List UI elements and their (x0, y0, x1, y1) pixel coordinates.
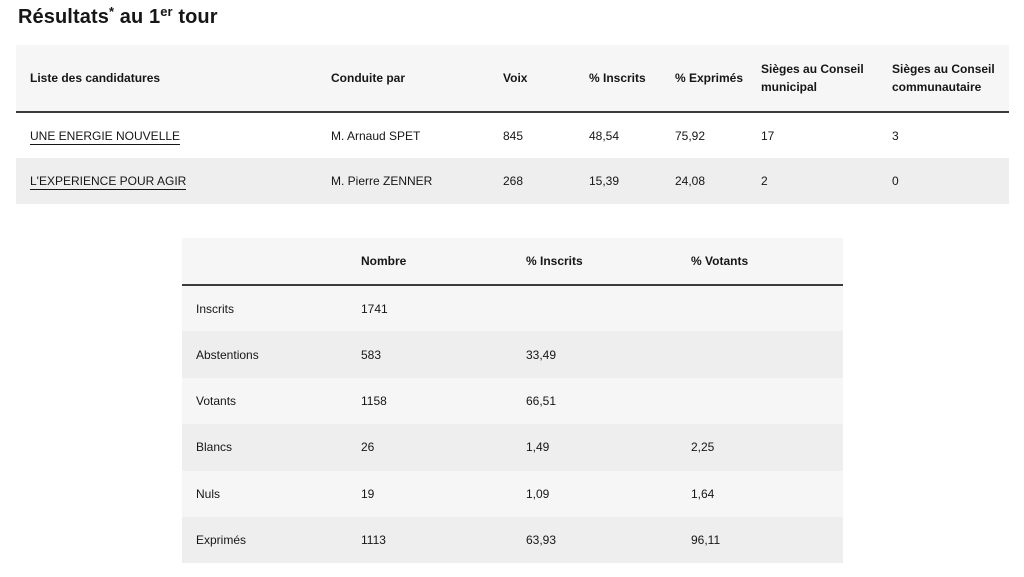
candidates-results-table (16, 45, 1009, 204)
leader-cell: M. Pierre ZENNER (317, 158, 489, 204)
count-cell: 1113 (347, 517, 512, 563)
column-header-list: Liste des candidatures (30, 71, 161, 85)
count-cell: 1741 (347, 285, 512, 331)
row-label: Nuls (182, 471, 347, 517)
title-footnote-star: * (108, 4, 115, 19)
column-header-category (182, 238, 347, 285)
pct-voters-cell: 96,11 (677, 517, 843, 563)
votes-cell: 845 (489, 112, 575, 158)
table-row (182, 378, 843, 424)
list-cell (16, 158, 317, 204)
row-label: Blancs (182, 424, 347, 470)
title-main: Résultats (18, 6, 109, 28)
column-header-count: Nombre (361, 254, 407, 268)
votes-cell: 268 (489, 158, 575, 204)
leader-cell: M. Arnaud SPET (317, 112, 489, 158)
municipal-seats-cell: 2 (747, 158, 878, 204)
column-header-pct-registered: % Inscrits (589, 71, 646, 85)
participation-header-row (182, 238, 843, 285)
column-header-pct-expressed: % Exprimés (675, 71, 744, 85)
row-label: Abstentions (182, 331, 347, 377)
candidates-header-row (16, 45, 1009, 112)
pct-registered-cell: 66,51 (512, 378, 677, 424)
column-header-votes: Voix (503, 71, 528, 85)
pct-voters-cell (677, 378, 843, 424)
pct-voters-cell (677, 331, 843, 377)
pct-registered-cell: 33,49 (512, 331, 677, 377)
row-label: Exprimés (182, 517, 347, 563)
table-row (182, 424, 843, 470)
pct-registered-cell: 48,54 (575, 112, 661, 158)
title-end: tour (172, 6, 218, 28)
column-header-leader: Conduite par (331, 71, 405, 85)
count-cell: 26 (347, 424, 512, 470)
table-row (182, 331, 843, 377)
table-row (182, 471, 843, 517)
count-cell: 19 (347, 471, 512, 517)
pct-registered-cell: 15,39 (575, 158, 661, 204)
page-title (18, 6, 218, 29)
row-label: Votants (182, 378, 347, 424)
list-link[interactable]: UNE ENERGIE NOUVELLE (30, 128, 181, 143)
title-middle: au 1 (114, 6, 161, 28)
municipal-seats-cell: 17 (747, 112, 878, 158)
list-cell (16, 112, 317, 158)
pct-expressed-cell: 75,92 (661, 112, 747, 158)
column-header-pct-registered: % Inscrits (526, 254, 583, 268)
pct-registered-cell: 63,93 (512, 517, 677, 563)
list-link[interactable]: L'EXPERIENCE POUR AGIR (30, 174, 187, 188)
table-row (16, 112, 1009, 158)
count-cell: 1158 (347, 378, 512, 424)
pct-registered-cell: 1,49 (512, 424, 677, 470)
pct-expressed-cell: 24,08 (661, 158, 747, 204)
column-header-community-seats: Sièges au Conseil communautaire (892, 62, 995, 94)
pct-voters-cell (677, 285, 843, 331)
row-label: Inscrits (182, 285, 347, 331)
community-seats-cell: 0 (878, 158, 1009, 204)
column-header-municipal-seats: Sièges au Conseil municipal (761, 62, 864, 94)
pct-voters-cell: 1,64 (677, 471, 843, 517)
table-row (16, 158, 1009, 204)
table-row (182, 285, 843, 331)
table-row (182, 517, 843, 563)
column-header-pct-voters: % Votants (691, 254, 749, 268)
participation-table (182, 238, 843, 563)
pct-registered-cell (512, 285, 677, 331)
community-seats-cell: 3 (878, 112, 1009, 158)
pct-registered-cell: 1,09 (512, 471, 677, 517)
count-cell: 583 (347, 331, 512, 377)
title-ordinal: er (160, 4, 173, 19)
pct-voters-cell: 2,25 (677, 424, 843, 470)
